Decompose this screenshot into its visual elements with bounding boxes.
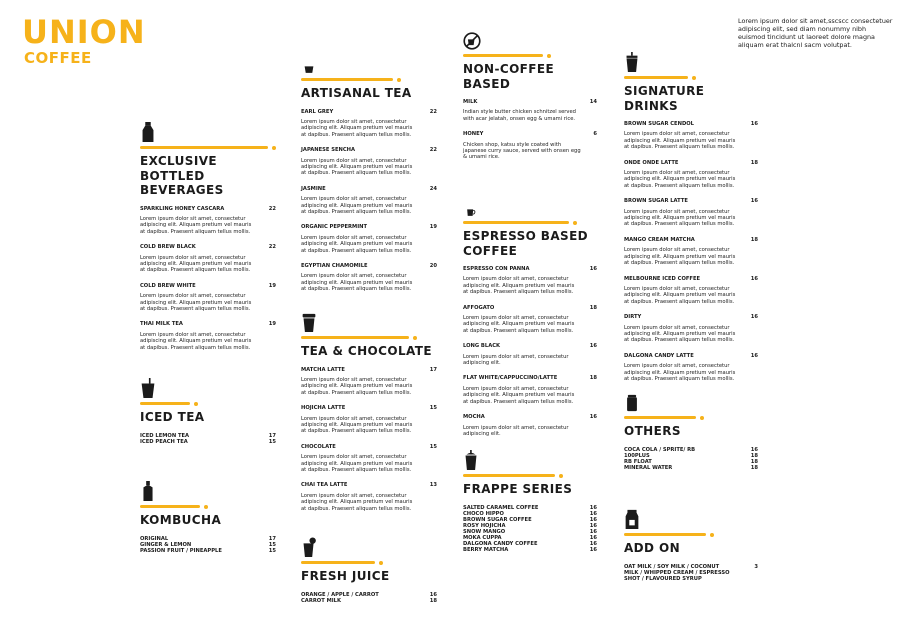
item-name: MANGO CREAM MATCHA [624,236,695,243]
item-name: DIRTY [624,314,642,321]
section-title: OTHERS [624,424,681,438]
item-description: Lorem ipsum dolor sit amet, consectetur adipiscing elit. Aliquam pretium vel mauris at dapibus. Praesent aliquam tellus mollis. [301,415,413,435]
item-name: COCA COLA / SPRITE/ RB [624,446,696,453]
accent-bar [301,561,375,564]
menu-item: HOJICHA LATTE 15 [301,405,437,412]
item-price: 16 [589,540,597,547]
menu-item: COLD BREW WHITE 19 [140,282,276,289]
section-signature [624,52,758,391]
accent-bar [301,336,409,339]
item-price: 16 [750,352,758,359]
item-price: 16 [750,314,758,321]
item-description: Lorem ipsum dolor sit amet, consectetur adipiscing elit. Aliquam pretium vel mauris at dapibus. Praesent aliquam tellus mollis. [624,324,736,344]
menu-item: EARL GREY 22 [301,108,437,115]
item-price: 16 [589,516,597,523]
section-title: FRAPPE SERIES [463,482,573,496]
item-description: Chicken shop, katsu style coated with japanese curry sauce, served with onsen egg & umami rice. [463,141,581,161]
item-price: 16 [750,198,758,205]
accent-bar [140,402,190,405]
item-description: Lorem ipsum dolor sit amet, consectetur adipiscing elit. Aliquam pretium vel mauris at dapibus. Praesent aliquam tellus mollis. [301,454,413,473]
item-price: 18 [750,452,758,459]
espresso-cup-icon [463,205,479,217]
section-title: ARTISANAL TEA [301,86,412,100]
menu-item: MATCHA LATTE 17 [301,366,437,373]
section-others [624,394,758,471]
bottle-icon [140,122,156,142]
item-description: Lorem ipsum dolor sit amet, consectetur adipiscing elit. Aliquam pretium vel mauris at dapibus. Praesent aliquam tellus mollis. [140,331,252,351]
menu-item [624,160,758,166]
item-name: SALTED CARAMEL COFFEE [463,504,539,511]
item-description: Lorem ipsum dolor sit amet, consectetur adipiscing elit. Aliquam pretium vel mauris at dapibus. Praesent aliquam tellus mollis. [301,376,413,396]
section-bottled-beverages [140,122,276,360]
item-name: BROWN SUGAR COFFEE [463,516,532,523]
item-description: Lorem ipsum dolor sit amet, consectetur adipiscing elit. Aliquam pretium vel mauris at dapibus. Praesent aliquam tellus mollis. [463,385,575,405]
item-description: Lorem ipsum dolor sit amet, consectetur adipiscing elit. [463,353,569,367]
item-description: Lorem ipsum dolor sit amet, consectetur adipiscing elit. [463,424,569,437]
item-description: Lorem ipsum dolor sit amet, consectetur adipiscing elit. Aliquam pretium vel mauris at dapibus. Praesent aliquam tellus mollis. [140,215,252,235]
item-name: BROWN SUGAR LATTE [624,198,688,205]
brand-name: UNION [22,13,146,51]
menu-item: ORANGE / APPLE / CARROT 16 [301,591,437,598]
menu-item: SPARKLING HONEY CASCARA 22 [140,205,276,212]
item-name: CHOCO HIPPO [463,510,504,517]
item-price: 16 [589,528,597,535]
item-price: 18 [750,159,758,166]
menu-item [624,237,758,243]
accent-bar [624,76,688,79]
item-name: MELBOURNE ICED COFFEE [624,275,701,282]
item-description: Lorem ipsum dolor sit amet, consectetur adipiscing elit. Aliquam pretium vel mauris at dapibus. Praesent aliquam tellus mollis. [624,363,736,382]
accent-bar [624,533,706,536]
menu-item: FLAT WHITE/CAPPUCCINO/LATTE 18 [463,375,597,382]
section-kombucha [140,481,276,554]
item-price: 18 [750,458,758,465]
accent-bar [463,221,569,224]
item-name: DALGONA CANDY COFFEE [463,540,538,547]
menu-item: EGYPTIAN CHAMOMILE 20 [301,263,437,269]
item-name: ROSY HOJICHA [463,522,506,529]
item-price: 18 [750,236,758,243]
menu-item [624,121,758,127]
section-title: KOMBUCHA [140,513,222,527]
item-description: Lorem ipsum dolor sit amet, consectetur adipiscing elit. Aliquam pretium vel mauris at dapibus. Praesent aliquam tellus mollis. [140,293,252,312]
menu-item [624,314,758,320]
menu-item: PASSION FRUIT / PINEAPPLE 15 [140,547,276,554]
menu-item: ICED LEMON TEA 17 [140,432,276,439]
frappe-cup-icon [463,450,479,470]
brand-logo [22,15,146,67]
item-price: 18 [750,464,758,471]
item-description: Lorem ipsum dolor sit amet, consectetur adipiscing elit. Aliquam pretium vel mauris at dapibus. Praesent aliquam tellus mollis. [624,285,736,305]
section-title: EXCLUSIVE BOTTLED BEVERAGES [140,154,224,197]
menu-item [624,276,758,282]
juice-glass-icon [301,537,317,557]
intro-text: Lorem ipsum dolor sit amet,sscscc consectetuer adipiscing elit, sed diam nonummy nibh euismod tincidunt ut laoreet dolore magna aliquam erat thalcnl sacm volutpat. [738,17,893,49]
menu-item: JASMINE 24 [301,185,437,192]
soda-can-icon [624,394,640,412]
menu-item: LONG BLACK 16 [463,343,597,350]
item-description: Lorem ipsum dolor sit amet, consectetur adipiscing elit. Aliquam pretium vel mauris at dapibus. Praesent aliquam tellus mollis. [624,131,736,151]
accent-bar [301,78,393,81]
item-description: Lorem ipsum dolor sit amet, consectetur adipiscing elit. Aliquam pretium vel mauris at dapibus. Praesent aliquam tellus mollis. [301,492,413,512]
menu-item: ICED PEACH TEA 15 [140,438,276,445]
menu-item: OAT MILK / SOY MILK / COCONUT MILK / WHIPPED CREAM / ESPRESSO SHOT / FLAVOURED SYRUP 3 [624,563,758,583]
menu-item: COLD BREW BLACK 22 [140,244,276,251]
menu-item: ORIGINAL 17 [140,535,276,542]
menu-item [624,198,758,204]
section-non-coffee [463,32,597,170]
item-description: Indian style butter chicken schnitzel served with acar jelatah, onsen egg & umami rice. [463,109,576,122]
item-price: 16 [589,510,597,517]
section-add-on [624,509,758,583]
menu-item: MILK 14 [463,99,597,105]
item-description: Lorem ipsum dolor sit amet, consectetur adipiscing elit. Aliquam pretium vel mauris at dapibus. Praesent aliquam tellus mollis. [301,118,413,138]
menu-item [463,547,597,553]
menu-item: AFFOGATO 18 [463,304,597,311]
menu-item [624,465,758,471]
section-title: ICED TEA [140,410,205,424]
menu-item: JAPANESE SENCHA 22 [301,147,437,154]
section-title: ESPRESSO BASED COFFEE [463,229,589,258]
accent-bar [463,54,543,57]
menu-item: HONEY 6 [463,131,597,138]
section-title: NON-COFFEE BASED [463,62,555,91]
section-frappe [463,450,597,553]
menu-item: CARROT MILK 18 [301,597,437,604]
menu-item: CHAI TEA LATTE 13 [301,482,437,489]
menu-item: CHOCOLATE 15 [301,443,437,450]
brand-subtitle: COFFEE [24,49,92,67]
section-tea-chocolate [301,312,437,521]
item-price: 16 [589,504,597,511]
accent-bar [624,416,696,419]
item-name: MOKA CUPPA [463,534,502,541]
item-description: Lorem ipsum dolor sit amet, consectetur adipiscing elit. Aliquam pretium vel mauris at dapibus. Praesent aliquam tellus mollis. [624,247,736,267]
item-name: BERRY MATCHA [463,546,509,553]
item-price: 16 [750,446,758,453]
item-price: 16 [589,546,597,553]
section-espresso [463,205,597,446]
accent-bar [463,474,555,477]
paper-cup-icon [301,312,317,332]
kombucha-bottle-icon [140,481,156,501]
menu-item: THAI MILK TEA 19 [140,321,276,328]
item-description: Lorem ipsum dolor sit amet, consectetur adipiscing elit. Aliquam pretium vel mauris at dapibus. Praesent aliquam tellus mollis. [301,196,413,215]
item-description: Lorem ipsum dolor sit amet, consectetur adipiscing elit. Aliquam pretium vel mauris at dapibus. Praesent aliquam tellus mollis. [624,208,736,228]
no-coffee-icon [463,32,481,50]
item-name: SNOW MANGO [463,528,506,535]
menu-item: ESPRESSO CON PANNA 16 [463,266,597,272]
section-title: SIGNATURE DRINKS [624,84,705,113]
menu-item [624,353,758,359]
item-price: 16 [589,522,597,529]
item-name: DALGONA CANDY LATTE [624,352,694,359]
item-price: 16 [589,534,597,541]
item-description: Lorem ipsum dolor sit amet, consectetur adipiscing elit. Aliquam pretium vel mauris at dapibus. Praesent aliquam tellus mollis. [301,273,413,293]
accent-bar [140,505,200,508]
section-iced-tea [140,378,276,445]
takeaway-cup-icon [624,52,640,72]
item-name: 100PLUS [624,452,650,459]
item-description: Lorem ipsum dolor sit amet, consectetur adipiscing elit. Aliquam pretium vel mauris at dapibus. Praesent aliquam tellus mollis. [301,157,413,177]
milk-carton-icon [624,509,640,529]
item-description: Lorem ipsum dolor sit amet, consectetur adipiscing elit. Aliquam pretium vel mauris at dapibus. Praesent aliquam tellus mollis. [624,170,736,189]
menu-item: ORGANIC PEPPERMINT 19 [301,224,437,231]
item-name: RB FLOAT [624,458,652,465]
section-fresh-juice [301,537,437,604]
section-artisanal-tea [301,62,437,302]
accent-bar [140,146,268,149]
item-name: ONDE ONDE LATTE [624,159,679,166]
item-price: 16 [750,275,758,282]
item-description: Lorem ipsum dolor sit amet, consectetur adipiscing elit. Aliquam pretium vel mauris at dapibus. Praesent aliquam tellus mollis. [463,315,575,334]
menu-item: MOCHA 16 [463,414,597,421]
iced-cup-icon [140,378,156,398]
section-title: TEA & CHOCOLATE [301,344,432,358]
item-name: BROWN SUGAR CENDOL [624,121,694,127]
item-name: MINERAL WATER [624,464,673,471]
item-description: Lorem ipsum dolor sit amet, consectetur adipiscing elit. Aliquam pretium vel mauris at dapibus. Praesent aliquam tellus mollis. [301,234,413,254]
tea-bowl-icon [301,62,317,74]
item-price: 16 [750,121,758,127]
section-title: ADD ON [624,541,681,555]
menu-item: GINGER & LEMON 15 [140,541,276,548]
section-title: FRESH JUICE [301,569,390,583]
item-description: Lorem ipsum dolor sit amet, consectetur adipiscing elit. Aliquam pretium vel mauris at dapibus. Praesent aliquam tellus mollis. [463,276,575,296]
item-description: Lorem ipsum dolor sit amet, consectetur adipiscing elit. Aliquam pretium vel mauris at dapibus. Praesent aliquam tellus mollis. [140,254,252,274]
